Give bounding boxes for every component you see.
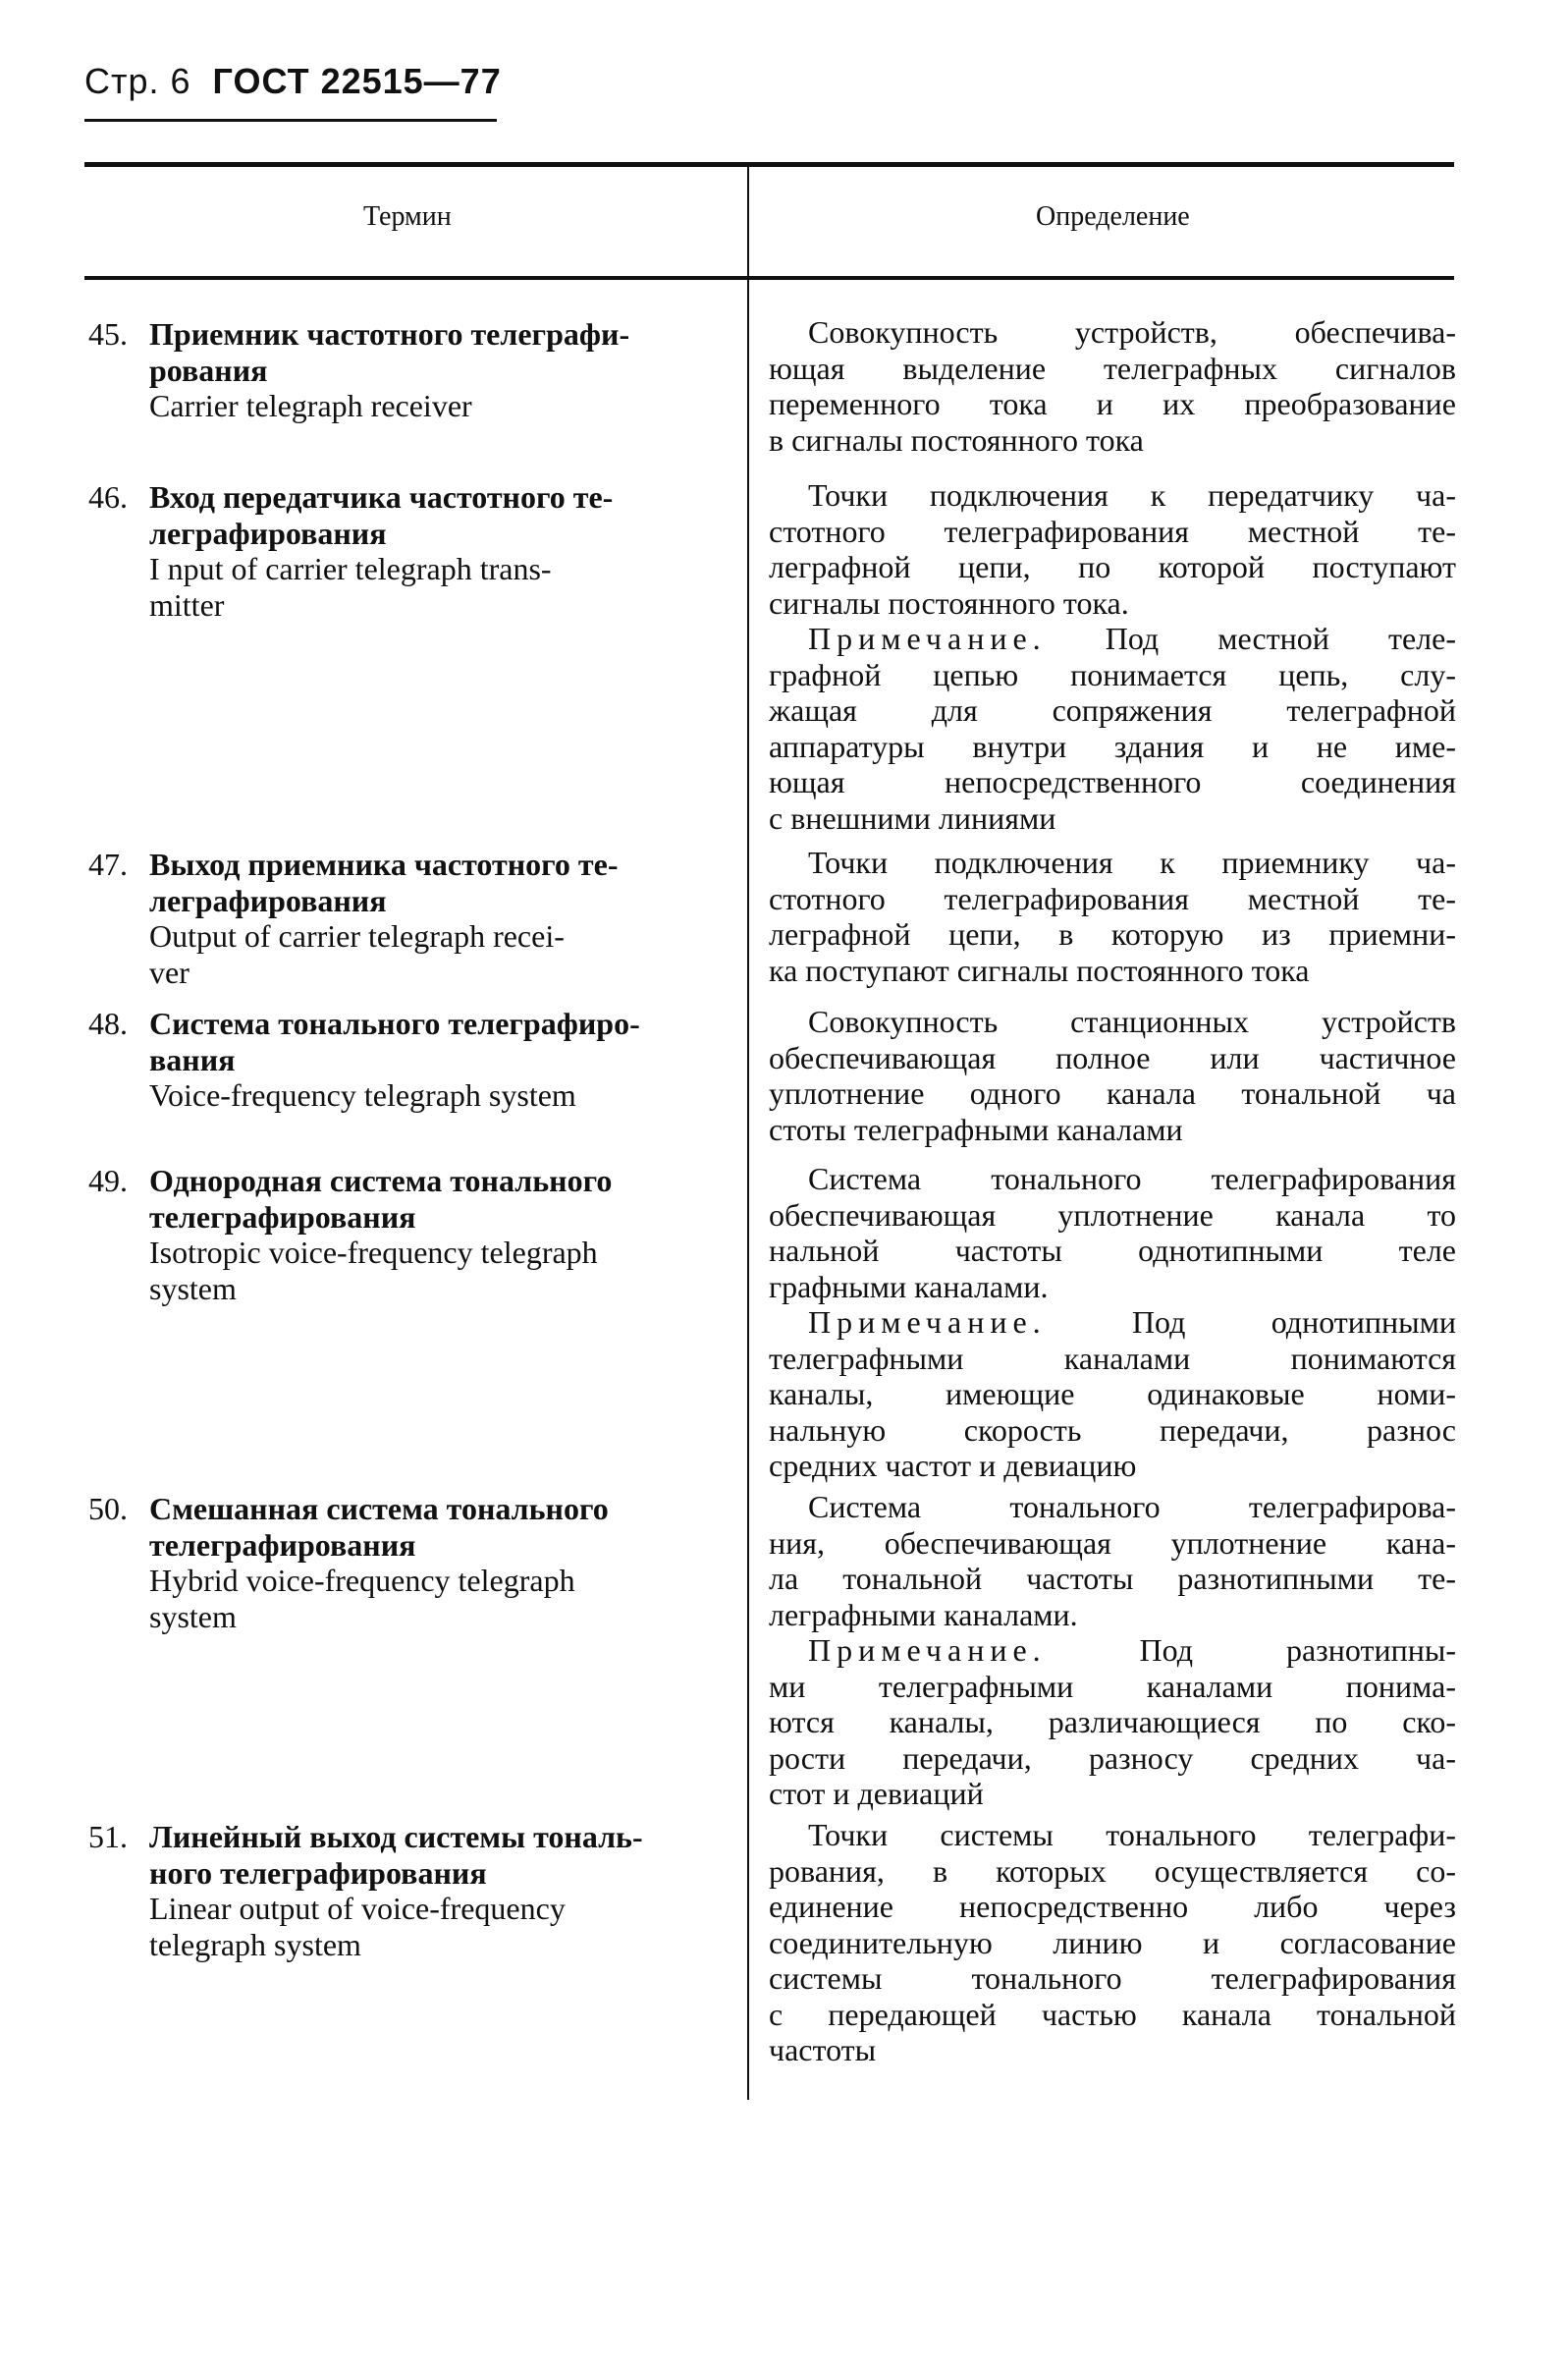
term-english: Output of carrier telegraph recei- bbox=[149, 918, 565, 954]
standard-code: ГОСТ 22515—77 bbox=[212, 61, 502, 101]
term-russian: Система тонального телеграфиро- bbox=[149, 1006, 640, 1041]
term-english: system bbox=[149, 1270, 237, 1306]
definition-line: обеспечивающая полное или частичное bbox=[769, 1039, 1456, 1075]
definition-50 bbox=[769, 1489, 1456, 1812]
definition-line: ка поступают сигналы постоянного тока bbox=[769, 952, 1310, 988]
definition-line: с передающей частью канала тональной bbox=[769, 1996, 1456, 2032]
term-english: Linear output of voice-frequency bbox=[149, 1891, 566, 1926]
term-russian: ного телеграфирования bbox=[149, 1854, 487, 1891]
definition-line: стотного телеграфирования местной те- bbox=[769, 513, 1456, 549]
definition-line: ла тональной частоты разнотипными те- bbox=[769, 1561, 1456, 1596]
definition-line: нальной частоты однотипными теле bbox=[769, 1233, 1456, 1268]
term-number: 51. bbox=[88, 1819, 128, 1854]
note-line: с внешними линиями bbox=[769, 799, 1056, 836]
term-russian: телеграфирования bbox=[149, 1526, 416, 1563]
definition-line: системы тонального телеграфирования bbox=[769, 1960, 1456, 1996]
definition-line: ния, обеспечивающая уплотнение кана- bbox=[769, 1524, 1456, 1561]
definition-51 bbox=[769, 1817, 1456, 2068]
term-45 bbox=[88, 316, 722, 424]
table-header-rule bbox=[84, 276, 1454, 280]
term-46 bbox=[88, 479, 722, 623]
note-line: телеграфными каналами понимаются bbox=[769, 1340, 1456, 1376]
term-50 bbox=[88, 1491, 722, 1634]
note-line: каналы, имеющие одинаковые номи- bbox=[769, 1376, 1456, 1411]
definition-line: частоты bbox=[769, 2032, 877, 2067]
term-english: Isotropic voice-frequency telegraph bbox=[149, 1235, 598, 1270]
definition-49 bbox=[769, 1161, 1456, 1484]
term-number: 50. bbox=[88, 1491, 128, 1526]
term-russian: Однородная система тонального bbox=[149, 1163, 613, 1198]
term-49 bbox=[88, 1163, 722, 1306]
term-51 bbox=[88, 1819, 722, 1962]
term-number: 46. bbox=[88, 479, 128, 515]
definition-line: Совокупность устройств, обеспечива- bbox=[808, 314, 1456, 350]
definition-line: единение непосредственно либо через bbox=[769, 1889, 1456, 1924]
term-russian: Вход передатчика частотного те- bbox=[149, 479, 614, 515]
definition-line: Точки подключения к приемнику ча- bbox=[808, 845, 1456, 880]
term-english: Hybrid voice-frequency telegraph bbox=[149, 1563, 575, 1598]
note-line: аппаратуры внутри здания и не име- bbox=[769, 728, 1456, 764]
term-english: Voice-frequency telegraph system bbox=[149, 1077, 576, 1113]
term-russian: рования bbox=[149, 352, 268, 388]
note-line: нальную скорость передачи, разнос bbox=[769, 1411, 1456, 1448]
note-line: ются каналы, различающиеся по ско- bbox=[769, 1704, 1456, 1739]
column-header-term: Термин bbox=[363, 201, 452, 232]
note-label: Примечание. bbox=[808, 621, 1047, 656]
table-top-rule bbox=[84, 162, 1454, 167]
definition-line: сигналы постоянного тока. bbox=[769, 584, 1129, 621]
note-line: ющая непосредственного соединения bbox=[769, 764, 1456, 799]
term-english: system bbox=[149, 1598, 237, 1634]
definition-line: стоты телеграфными каналами bbox=[769, 1111, 1183, 1147]
definition-line: Точки подключения к передатчику ча- bbox=[808, 477, 1456, 513]
term-russian: Выход приемника частотного те- bbox=[149, 847, 619, 882]
note-label: Примечание. bbox=[808, 1304, 1047, 1340]
term-number: 47. bbox=[88, 847, 128, 882]
note-line: стот и девиаций bbox=[769, 1776, 984, 1811]
term-english: I nput of carrier telegraph trans- bbox=[149, 551, 552, 586]
definition-line: рования, в которых осуществляется со- bbox=[769, 1852, 1456, 1889]
term-russian: леграфирования bbox=[149, 515, 387, 551]
note-line: графной цепью понимается цепь, слу- bbox=[769, 656, 1456, 692]
definition-line: соединительную линию и согласование bbox=[769, 1924, 1456, 1960]
term-english: mitter bbox=[149, 586, 225, 623]
term-number: 48. bbox=[88, 1006, 128, 1041]
definition-line: ющая выделение телеграфных сигналов bbox=[769, 350, 1456, 386]
term-48 bbox=[88, 1006, 722, 1114]
definition-line: леграфной цепи, по которой поступают bbox=[769, 549, 1456, 584]
definition-line: в сигналы постоянного тока bbox=[769, 421, 1144, 458]
definition-48 bbox=[769, 1004, 1456, 1147]
note-line: Примечание. Под разнотипны- bbox=[808, 1632, 1456, 1668]
note-line: Примечание. Под местной теле- bbox=[808, 621, 1456, 656]
definition-line: Совокупность станционных устройств bbox=[808, 1004, 1456, 1039]
header-underline bbox=[84, 119, 497, 122]
definition-line: Система тонального телеграфирова- bbox=[808, 1489, 1456, 1524]
term-russian: леграфирования bbox=[149, 882, 387, 918]
term-russian: Приемник частотного телеграфи- bbox=[149, 316, 630, 352]
term-english: Carrier telegraph receiver bbox=[149, 388, 472, 423]
note-line: рости передачи, разносу средних ча- bbox=[769, 1739, 1456, 1776]
note-line: средних частот и девиацию bbox=[769, 1448, 1137, 1483]
definition-45 bbox=[769, 314, 1456, 458]
term-number: 49. bbox=[88, 1163, 128, 1198]
term-english: telegraph system bbox=[149, 1926, 361, 1962]
page-header bbox=[84, 61, 502, 102]
definition-line: леграфной цепи, в которую из приемни- bbox=[769, 916, 1456, 952]
definition-46 bbox=[769, 477, 1456, 836]
term-russian: телеграфирования bbox=[149, 1198, 416, 1235]
definition-line: графными каналами. bbox=[769, 1268, 1049, 1304]
column-divider bbox=[747, 165, 749, 2100]
definition-line: стотного телеграфирования местной те- bbox=[769, 880, 1456, 916]
note-label: Примечание. bbox=[808, 1632, 1047, 1668]
definition-line: Точки системы тонального телеграфи- bbox=[808, 1817, 1456, 1852]
term-english: ver bbox=[149, 954, 189, 990]
note-line: жащая для сопряжения телеграфной bbox=[769, 692, 1456, 728]
note-line: Примечание. Под однотипными bbox=[808, 1304, 1456, 1340]
definition-line: Система тонального телеграфирования bbox=[808, 1161, 1456, 1196]
note-line: ми телеграфными каналами понима- bbox=[769, 1668, 1456, 1704]
definition-line: обеспечивающая уплотнение канала то bbox=[769, 1196, 1456, 1233]
term-russian: Линейный выход системы тональ- bbox=[149, 1819, 643, 1854]
page-number: Стр. 6 bbox=[84, 61, 191, 101]
definition-47 bbox=[769, 845, 1456, 988]
column-header-definition: Определение bbox=[1036, 201, 1190, 232]
term-russian: Смешанная система тонального bbox=[149, 1491, 609, 1526]
definition-line: леграфными каналами. bbox=[769, 1596, 1078, 1632]
term-russian: вания bbox=[149, 1041, 236, 1077]
definition-line: переменного тока и их преобразование bbox=[769, 386, 1456, 421]
definition-line: уплотнение одного канала тональной ча bbox=[769, 1075, 1456, 1111]
term-47 bbox=[88, 847, 722, 990]
term-number: 45. bbox=[88, 316, 128, 352]
